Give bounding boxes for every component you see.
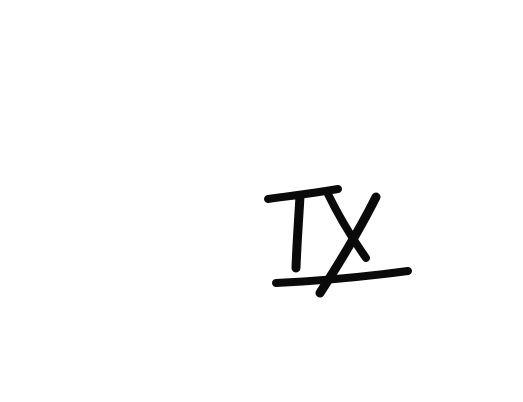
underline-stroke xyxy=(276,271,408,283)
i-stem xyxy=(296,196,300,268)
ink-strokes xyxy=(268,189,408,293)
